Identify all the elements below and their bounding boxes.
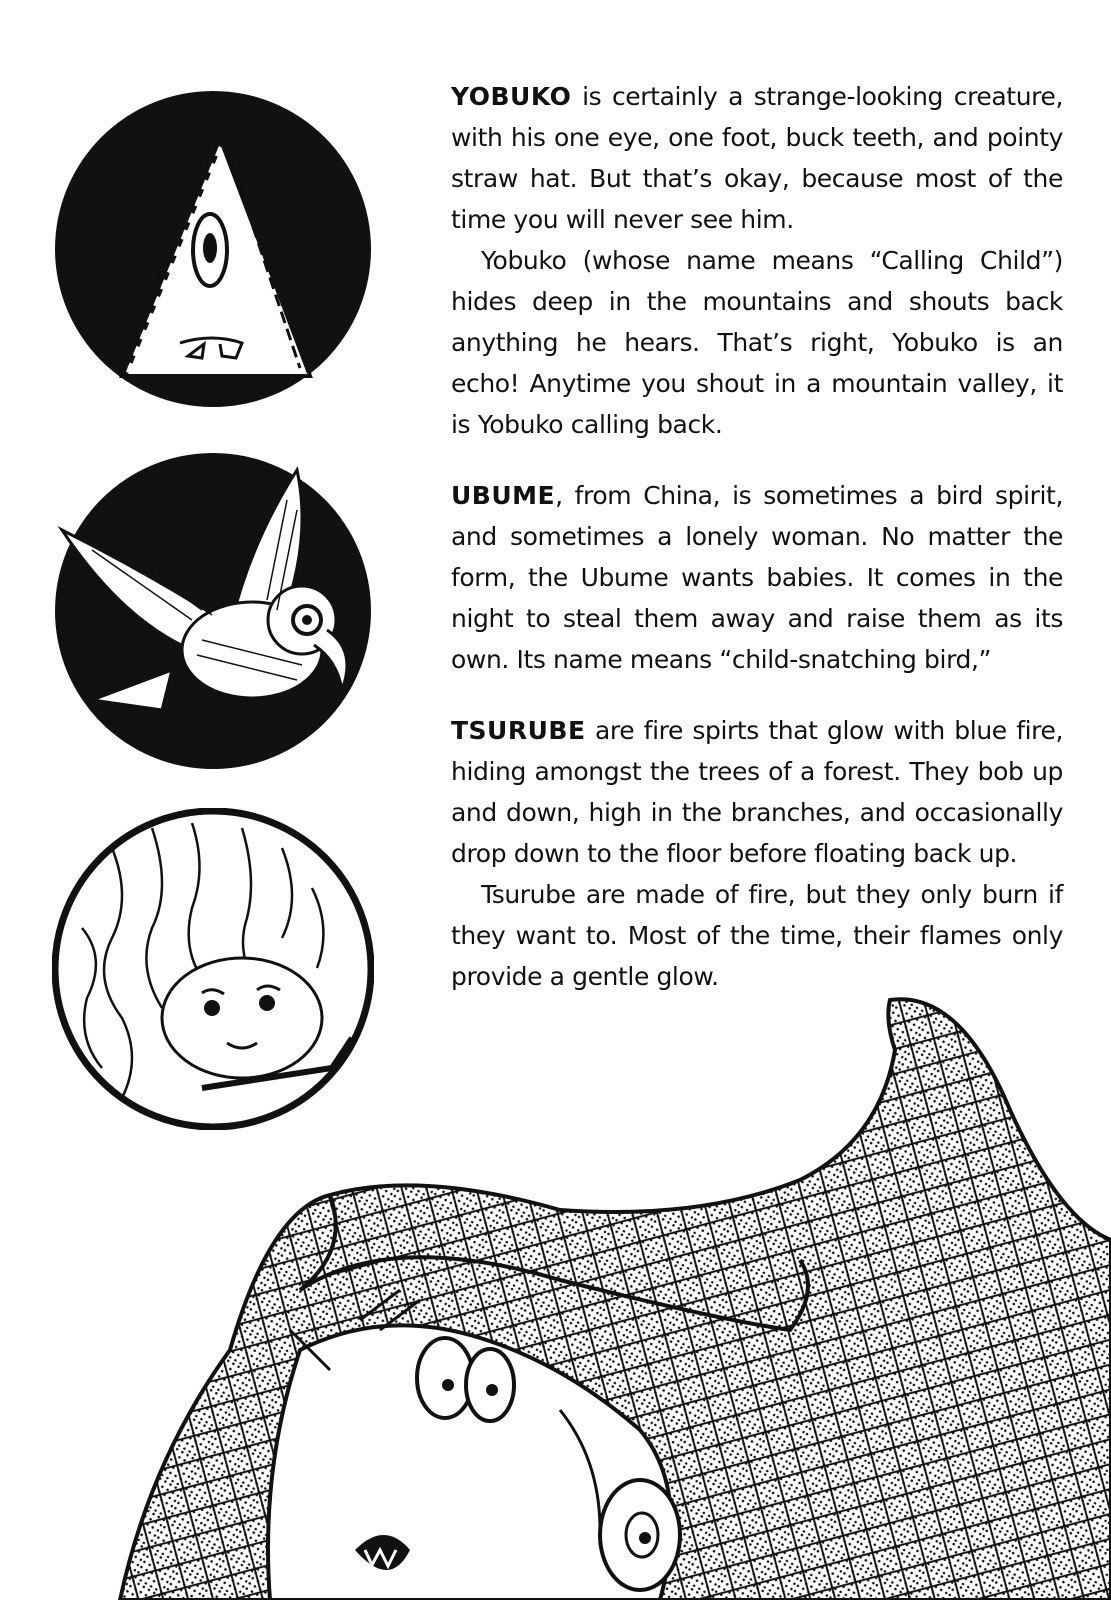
ubume-portrait-icon <box>52 450 374 772</box>
straw-hat-yokai-icon <box>0 990 1111 1600</box>
entry-paragraph: Tsurube are made of fire, but they only burn if they want to. Most of the time, their flames only provide a gentle glow. <box>451 880 1063 991</box>
bottom-illustration <box>0 990 1111 1604</box>
entry-name: TSURUBE <box>451 716 586 745</box>
entry-ubume <box>451 475 1063 680</box>
entry-paragraph: , from China, is sometimes a bird spirit, and sometimes a lonely woman. No matter the form, the Ubume wants babies. It comes in the night to steal them away and raise them as its own. Its name means “child-snatching bird,” <box>451 481 1063 674</box>
text-column <box>451 76 1063 997</box>
yobuko-illustration <box>52 88 374 410</box>
ubume-illustration <box>52 450 374 772</box>
entry-paragraph: are fire spirts that glow with blue fire, hiding amongst the trees of a forest. They bob up and down, high in the branches, and occasionally drop down to the floor before floating back up. <box>451 716 1063 868</box>
entry-paragraph: Yobuko (whose name means “Calling Child”) hides deep in the mountains and shouts back anything he hears. That’s right, Yobuko is an echo! Anytime you shout in a mountain valley, it is Yobuko calling back. <box>451 246 1063 439</box>
entry-name: YOBUKO <box>451 82 572 111</box>
entry-tsurube <box>451 710 1063 997</box>
entry-yobuko <box>451 76 1063 445</box>
entry-name: UBUME <box>451 481 556 510</box>
yobuko-portrait-icon <box>52 88 374 410</box>
entry-paragraph: is certainly a strange-looking creature, with his one eye, one foot, buck teeth, and pointy straw hat. But that’s okay, because most of the time you will never see him. <box>451 82 1064 234</box>
